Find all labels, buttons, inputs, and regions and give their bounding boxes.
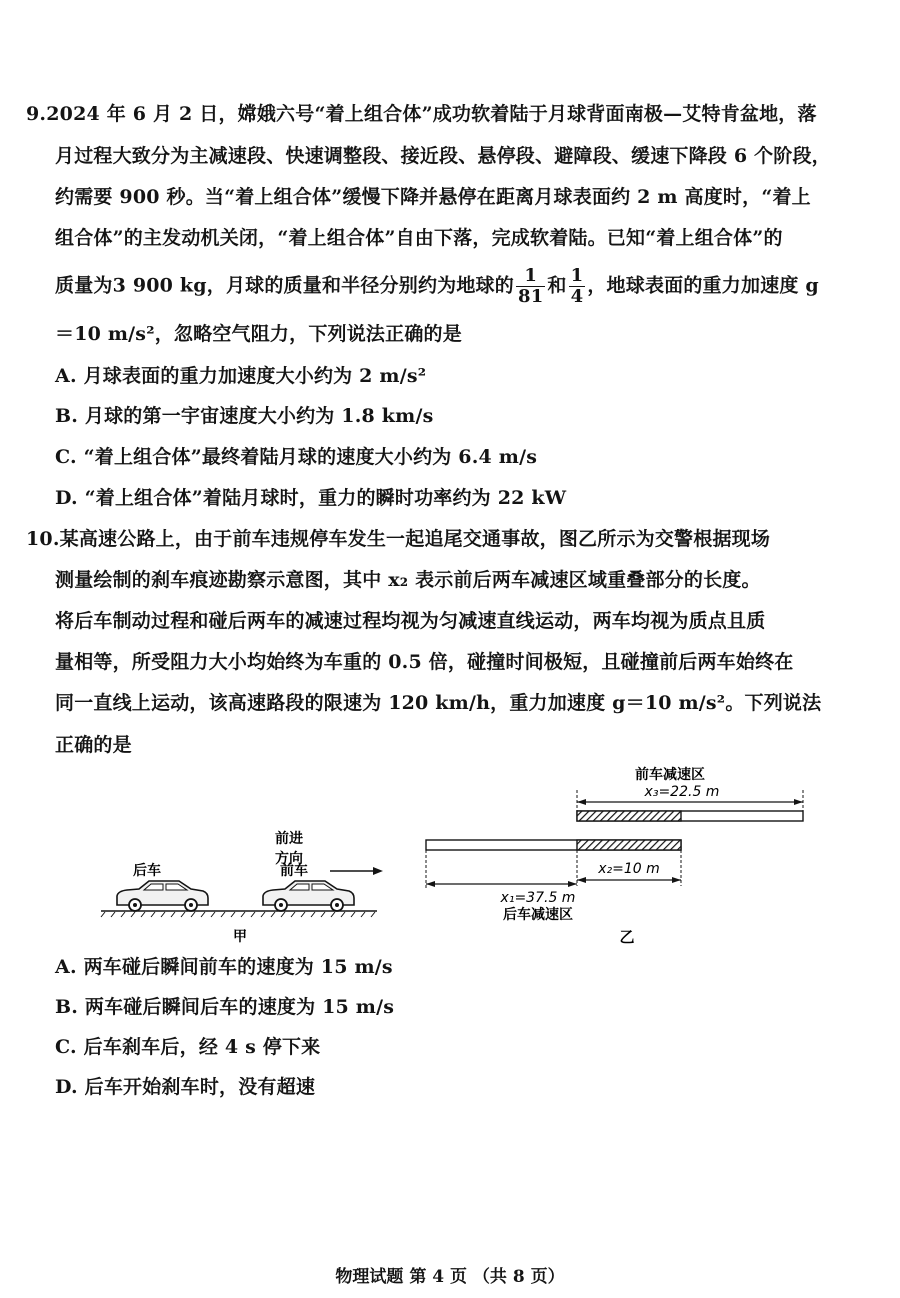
frac2-numerator: 1 bbox=[570, 265, 584, 286]
q9-option-d: D. “着上组合体”着陆月球时，重力的瞬时功率约为 22 kW bbox=[55, 487, 567, 509]
q9-line-5 bbox=[55, 266, 819, 307]
direction-label-2: 方向 bbox=[275, 851, 303, 867]
q10-line-4: 量相等，所受阻力大小均始终为车重的 0.5 倍，碰撞时间极短，且碰撞前后两车始终在 bbox=[55, 651, 794, 673]
page-footer: 物理试题 第 4 页 （共 8 页） bbox=[335, 1267, 565, 1287]
q10-line-1 bbox=[26, 525, 770, 553]
direction-label-1: 前进 bbox=[275, 831, 303, 847]
fraction-1-81 bbox=[516, 266, 545, 307]
q9-text-1: 2024 年 6 月 2 日，嫦娥六号“着上组合体”成功软着陆于月球背面南极—艾特肯盆地，落 bbox=[46, 103, 817, 125]
q9-line5-mid: 和 bbox=[547, 274, 567, 297]
rear-car-icon bbox=[117, 881, 208, 911]
rear-car-skid-bar bbox=[426, 840, 681, 850]
q10-line-6: 正确的是 bbox=[55, 734, 132, 756]
front-zone-label: 前车减速区 bbox=[635, 767, 705, 783]
x1-label: x₁=37.5 m bbox=[500, 890, 576, 906]
rear-car-label: 后车 bbox=[133, 863, 161, 879]
q9-line-2: 月过程大致分为主减速段、快速调整段、接近段、悬停段、避障段、缓速下降段 6 个阶段， bbox=[55, 145, 831, 167]
front-car-icon bbox=[263, 881, 354, 911]
frac1-numerator: 1 bbox=[516, 266, 545, 287]
q10-line-2: 测量绘制的刹车痕迹勘察示意图，其中 x₂ 表示前后两车减速区域重叠部分的长度。 bbox=[55, 569, 761, 591]
q10-line-5: 同一直线上运动，该高速路段的限速为 120 km/h，重力加速度 g＝10 m/s²。下列说法 bbox=[55, 692, 822, 714]
q9-line-3: 约需要 900 秒。当“着上组合体”缓慢下降并悬停在距离月球表面约 2 m 高度时，“着上 bbox=[55, 186, 811, 208]
q9-line5-pre: 质量为3 900 kg，月球的质量和半径分别约为地球的 bbox=[55, 274, 514, 297]
x2-label: x₂=10 m bbox=[598, 861, 660, 877]
figure-jia bbox=[95, 815, 385, 945]
q10-option-a: A. 两车碰后瞬间前车的速度为 15 m/s bbox=[55, 956, 393, 978]
q9-line-6: ＝10 m/s²，忽略空气阻力，下列说法正确的是 bbox=[55, 323, 462, 345]
q10-option-b: B. 两车碰后瞬间后车的速度为 15 m/s bbox=[55, 996, 395, 1018]
q10-line-3: 将后车制动过程和碰后两车的减速过程均视为匀减速直线运动，两车均视为质点且质 bbox=[55, 610, 766, 632]
q9-line-4: 组合体”的主发动机关闭，“着上组合体”自由下落，完成软着陆。已知“着上组合体”的 bbox=[55, 227, 783, 249]
x1-dimension bbox=[426, 850, 577, 890]
q10-option-c: C. 后车刹车后，经 4 s 停下来 bbox=[55, 1036, 321, 1058]
frac2-denominator: 4 bbox=[570, 286, 584, 307]
figure-yi-caption: 乙 bbox=[619, 928, 635, 946]
q9-option-b: B. 月球的第一宇宙速度大小约为 1.8 km/s bbox=[55, 405, 434, 427]
q9-number: 9. bbox=[26, 103, 47, 125]
q9-line5-post: ，地球表面的重力加速度 g bbox=[587, 274, 819, 297]
q9-option-a: A. 月球表面的重力加速度大小约为 2 m/s² bbox=[55, 365, 427, 387]
frac1-denominator: 81 bbox=[517, 286, 544, 307]
road-ground bbox=[101, 911, 377, 917]
figure-jia-caption: 甲 bbox=[233, 929, 247, 945]
q10-option-d: D. 后车开始刹车时，没有超速 bbox=[55, 1076, 316, 1098]
q9-line-1 bbox=[26, 100, 817, 128]
fraction-1-4 bbox=[569, 266, 586, 307]
direction-arrow bbox=[330, 867, 383, 875]
q10-text-1: 某高速公路上，由于前车违规停车发生一起追尾交通事故，图乙所示为交警根据现场 bbox=[59, 528, 771, 550]
front-car-label: 前车 bbox=[280, 863, 308, 879]
rear-zone-label: 后车减速区 bbox=[503, 907, 573, 923]
front-car-skid-bar bbox=[577, 811, 803, 821]
q10-number: 10. bbox=[26, 528, 60, 550]
q9-option-c: C. “着上组合体”最终着陆月球的速度大小约为 6.4 m/s bbox=[55, 446, 538, 468]
figure-yi bbox=[420, 760, 820, 950]
x3-label: x₃=22.5 m bbox=[644, 784, 720, 800]
